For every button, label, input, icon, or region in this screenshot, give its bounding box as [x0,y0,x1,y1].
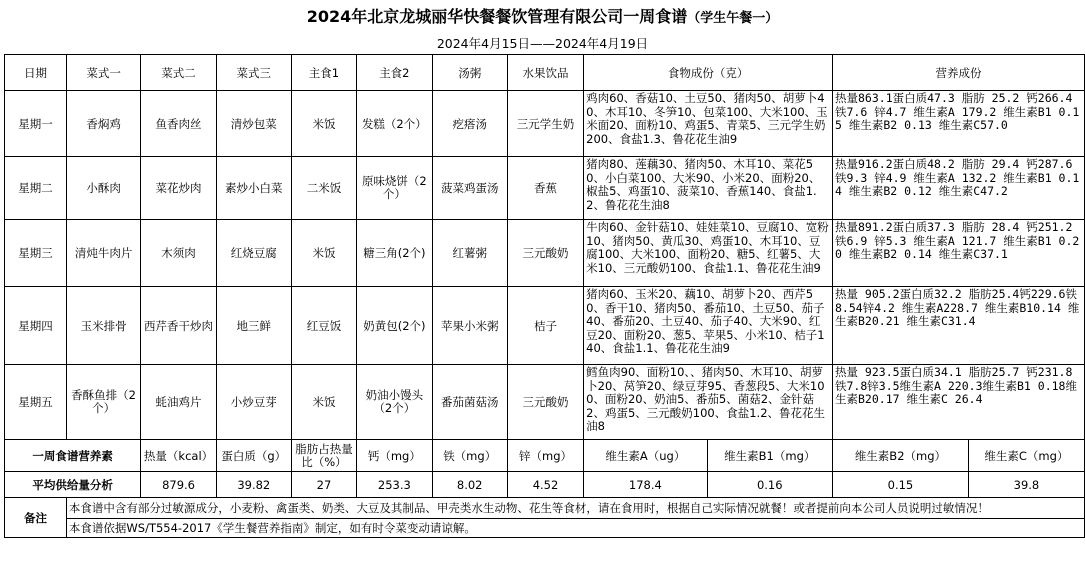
staple1-cell: 米饭 [291,220,356,287]
dish1-cell: 小酥肉 [66,157,140,220]
nutrient-value: 879.6 [141,472,217,498]
nutrient-value-row [5,472,1085,498]
avg-supply-label: 平均供给量分析 [5,472,141,498]
note-row-2 [5,519,1085,538]
nutrient-label-row [5,440,1085,472]
day-cell: 星期四 [5,287,67,365]
ingredients-cell: 牛肉60、金针菇10、娃娃菜10、豆腐10、宽粉10、猪肉50、黄瓜30、鸡蛋10、木耳10、豆腐100、大米100、面粉20、糖5、红薯5、大米10、三元酸奶100、食盐1.1、鲁花花生油9 [584,220,833,287]
header-ingredients: 食物成份（克） [584,55,833,91]
ingredients-cell: 猪肉80、莲藕30、猪肉50、木耳10、菜花50、小白菜100、大米90、小米20、面粉20、椒盐5、鸡蛋10、菠菜10、香蕉140、食盐1.2、鲁花花生油8 [584,157,833,220]
soup-cell: 番茄菌菇汤 [432,365,507,440]
staple1-cell: 米饭 [291,91,356,157]
dish2-cell: 菜花炒肉 [141,157,217,220]
day-row-friday [5,365,1085,440]
dish3-cell: 地三鲜 [216,287,291,365]
dish3-cell: 小炒豆芽 [216,365,291,440]
day-cell: 星期三 [5,220,67,287]
soup-cell: 红薯粥 [432,220,507,287]
nutrient-value: 8.02 [432,472,507,498]
dish2-cell: 鱼香肉丝 [141,91,217,157]
header-nutrition: 营养成份 [833,55,1085,91]
dish1-cell: 香酥鱼排（2个） [66,365,140,440]
nutrition-cell: 热量891.2蛋白质37.3 脂肪 28.4 钙251.2 铁6.9 锌5.3 维生素A 121.7 维生素B1 0.20 维生素B2 0.14 维生素C37.1 [833,220,1085,287]
staple1-cell: 二米饭 [291,157,356,220]
fruit-cell: 香蕉 [507,157,583,220]
ingredients-cell: 猪肉60、玉米20、藕10、胡萝卜20、西芹50、香干10、猪肉50、番茄10、土豆50、茄子40、番茄20、土豆40、茄子40、大米90、红豆20、面粉20、葱5、苹果5、小米10、桔子140、食盐1.1、鲁花花生油9 [584,287,833,365]
fruit-cell: 桔子 [507,287,583,365]
ingredients-cell: 鳕鱼肉90、面粉10、、猪肉50、木耳10、胡萝卜20、莴笋20、绿豆芽95、香葱段5、大米100、面粉20、奶油5、番茄5、菌菇2、金针菇2、鸡蛋5、三元酸奶100、食盐1.2、鲁花花生油8 [584,365,833,440]
header-row [5,55,1085,91]
header-fruit: 水果饮品 [507,55,583,91]
header-dish1: 菜式一 [66,55,140,91]
nutrition-cell: 热量863.1蛋白质47.3 脂肪 25.2 钙266.4 铁7.6 锌4.7 维生素A 179.2 维生素B1 0.15 维生素B2 0.13 维生素C57.0 [833,91,1085,157]
nutrient-name: 维生素A（ug） [584,440,707,472]
soup-cell: 苹果小米粥 [432,287,507,365]
nutrient-name: 维生素B2（mg） [833,440,969,472]
nutrient-value: 4.52 [507,472,583,498]
ingredients-cell: 鸡肉60、香菇10、土豆50、猪肉50、胡萝卜40、木耳10、冬笋10、包菜100、大米100、玉米面20、面粉10、鸡蛋5、青菜5、三元学生奶200、食盐1.3、鲁花花生油9 [584,91,833,157]
fruit-cell: 三元学生奶 [507,91,583,157]
title-main: 2024年北京龙城丽华快餐餐饮管理有限公司一周食谱 [306,7,688,26]
day-cell: 星期五 [5,365,67,440]
nutrient-name: 蛋白质（g） [216,440,291,472]
header-soup: 汤粥 [432,55,507,91]
note-guideline: 本食谱依据WS/T554-2017《学生餐营养指南》制定，如有时令菜变动请谅解。 [66,519,1084,538]
fruit-cell: 三元酸奶 [507,220,583,287]
nutrient-name: 维生素B1（mg） [707,440,832,472]
nutrient-value: 0.16 [707,472,832,498]
nutrient-name: 锌（mg） [507,440,583,472]
staple2-cell: 奶油小馒头（2个） [357,365,432,440]
header-dish3: 菜式三 [216,55,291,91]
dish1-cell: 玉米排骨 [66,287,140,365]
nutrient-value: 39.8 [968,472,1084,498]
dish1-cell: 香焖鸡 [66,91,140,157]
nutrient-name: 铁（mg） [432,440,507,472]
nutrient-value: 253.3 [357,472,432,498]
staple2-cell: 糖三角(2个) [357,220,432,287]
weekly-nutrients-label: 一周食谱营养素 [5,440,141,472]
nutrient-name: 钙（mg） [357,440,432,472]
dish3-cell: 素炒小白菜 [216,157,291,220]
nutrient-value: 39.82 [216,472,291,498]
soup-cell: 疙瘩汤 [432,91,507,157]
header-dish2: 菜式二 [141,55,217,91]
day-cell: 星期二 [5,157,67,220]
nutrition-cell: 热量 905.2蛋白质32.2 脂肪25.4钙229.6铁8.54锌4.2 维生素A228.7 维生素B10.14 维生素B20.21 维生素C31.4 [833,287,1085,365]
nutrient-value: 27 [291,472,356,498]
nutrient-value: 178.4 [584,472,707,498]
dish3-cell: 清炒包菜 [216,91,291,157]
dish3-cell: 红烧豆腐 [216,220,291,287]
staple1-cell: 红豆饭 [291,287,356,365]
staple1-cell: 米饭 [291,365,356,440]
nutrition-cell: 热量 923.5蛋白质34.1 脂肪25.7 钙231.8铁7.8锌3.5维生素A 220.3维生素B1 0.18维生素B20.17 维生素C 26.4 [833,365,1085,440]
nutrient-value: 0.15 [833,472,969,498]
title-sub: （学生午餐一） [687,11,779,26]
nutrient-name: 维生素C（mg） [968,440,1084,472]
day-row-wednesday [5,220,1085,287]
note-allergen: 本食谱中含有部分过敏源成分，小麦粉、禽蛋类、奶类、大豆及其制品、甲壳类水生动物、花生等食材，请在食用时，根据自己实际情况就餐！或者提前向本公司人员说明过敏情况！ [66,498,1084,519]
dish2-cell: 蚝油鸡片 [141,365,217,440]
sheet-title [0,0,1085,34]
staple2-cell: 发糕（2个） [357,91,432,157]
day-row-tuesday [5,157,1085,220]
nutrition-cell: 热量916.2蛋白质48.2 脂肪 29.4 钙287.6 铁9.3 锌4.9 维生素A 132.2 维生素B1 0.14 维生素B2 0.12 维生素C47.2 [833,157,1085,220]
dish2-cell: 西芹香干炒肉 [141,287,217,365]
header-staple1: 主食1 [291,55,356,91]
nutrient-name: 热量（kcal） [141,440,217,472]
staple2-cell: 奶黄包(2个) [357,287,432,365]
day-row-monday [5,91,1085,157]
note-row-1 [5,498,1085,519]
notes-label: 备注 [5,498,67,538]
header-staple2: 主食2 [357,55,432,91]
day-cell: 星期一 [5,91,67,157]
day-row-thursday [5,287,1085,365]
fruit-cell: 三元酸奶 [507,365,583,440]
staple2-cell: 原味烧饼（2个） [357,157,432,220]
nutrient-name: 脂肪占热量比（%） [291,440,356,472]
dish1-cell: 清炖牛肉片 [66,220,140,287]
dish2-cell: 木须肉 [141,220,217,287]
header-date: 日期 [5,55,67,91]
date-range: 2024年4月15日——2024年4月19日 [436,36,649,51]
soup-cell: 菠菜鸡蛋汤 [432,157,507,220]
menu-table [4,54,1085,538]
